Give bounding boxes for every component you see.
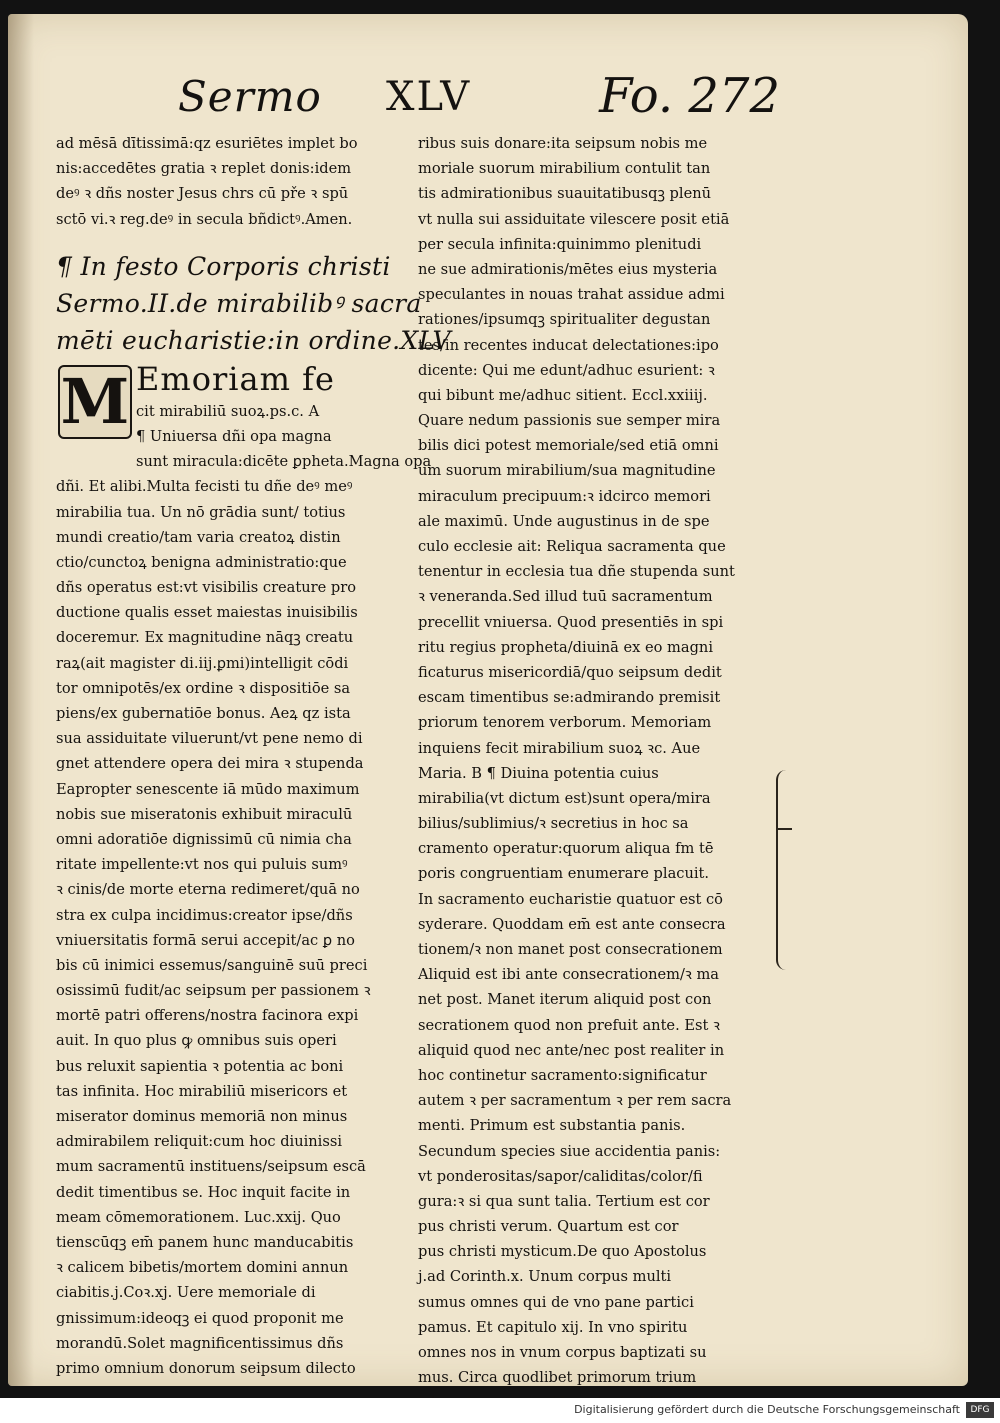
text-line: sua assiduitate viluerunt/vt pene nemo di [56, 730, 363, 748]
left-column-top-lines [56, 131, 408, 232]
text-line: tor omnipotēs/ex ordine ꝛ dispositiōe sa [56, 679, 351, 697]
text-line: escam timentibus se:admirando premisit [418, 689, 721, 707]
margin-tick-annotation [778, 828, 792, 830]
text-line: mortē patri offerens/nostra facinora expi [56, 1007, 359, 1025]
text-line: miserator dominus memoriā non minus [56, 1108, 348, 1125]
text-line: mirabilia(vt dictum est)sunt opera/mira [418, 789, 711, 807]
initial-text-line: cit mirabiliū suoꝝ.ps.c. A [136, 402, 320, 420]
text-line: ꝛ cinis/de morte eterna redimeret/quā no [56, 881, 360, 899]
text-line: gura:ꝛ si qua sunt talia. Tertium est cor [418, 1192, 710, 1210]
text-line: tis admirationibus suauitatibusqꝫ plenū [418, 185, 712, 203]
text-line: mum sacramentū instituens/seipsum escā [56, 1158, 366, 1176]
text-line: In sacramento eucharistie quatuor est cō [418, 890, 723, 908]
text-line: raꝝ(ait magister di.iij.ꝑmi)intelligit cōdi [56, 654, 349, 672]
dfg-logo: DFG [966, 1402, 994, 1418]
text-line: menti. Primum est substantia panis. [418, 1117, 686, 1135]
text-line: qui bibunt me/adhuc sitient. Eccl.xxiiij. [418, 386, 708, 404]
text-line: autem ꝛ per sacramentum ꝛ per rem sacra [418, 1092, 732, 1110]
text-line: speculantes in nouas trahat assidue admi [418, 286, 725, 304]
text-line: gnissimum:ideoqꝫ ei quod proponit me [56, 1309, 344, 1327]
text-line: hoc continetur sacramento:significatur [418, 1066, 707, 1084]
text-line: mus. Circa quodlibet primorum trium [418, 1369, 697, 1387]
text-line: Eapropter senescente iā mūdo maximum [56, 780, 360, 798]
text-line: ꝛ calicem bibetis/mortem domini annun [56, 1259, 349, 1277]
text-line: omni adoratiōe dignissimū cū nimia cha [56, 830, 352, 848]
text-line: bis cū inimici essemus/sanguinē suū preci [56, 956, 368, 974]
text-line: bus reluxit sapientia ꝛ potentia ac boni [56, 1057, 344, 1075]
right-column [418, 131, 773, 1416]
text-line: j.ad Corinth.x. Unum corpus multi [418, 1268, 672, 1286]
heading-line: mēti eucharistie:in ordine.XLV [56, 325, 451, 355]
text-line: ficaturus misericordiā/quo seipsum dedit [418, 663, 722, 681]
text-line: miraculum precipuum:ꝛ idcirco memori [418, 487, 711, 505]
gutter-shadow [8, 14, 34, 1386]
text-line: bilis dici potest memoriale/sed etiā omni [418, 437, 719, 455]
text-line: nis:accedētes gratia ꝛ replet donis:idem [56, 160, 352, 178]
text-line: auit. In quo plus ꝙ omnibus suis operi [56, 1032, 337, 1050]
text-line: moriale suorum mirabilium contulit tan [418, 160, 711, 178]
text-line: priorum tenorem verborum. Memoriam [418, 714, 712, 732]
text-line: mirabilia tua. Un nō grādia sunt/ totius [56, 503, 346, 521]
text-line: cramento operatur:quorum aliqua fm tē [418, 840, 714, 858]
text-line: tas infinita. Hoc mirabiliū misericors et [56, 1082, 348, 1100]
text-line: bilius/sublimius/ꝛ secretius in hoc sa [418, 815, 689, 833]
text-line: primo omnium donorum seipsum dilecto [56, 1359, 356, 1377]
text-line: ad mēsā dītissimā:qz esuriētes implet bo [56, 135, 358, 152]
text-line: poris congruentiam enumerare placuit. [418, 865, 710, 883]
text-line: dedit timentibus se. Hoc inquit facite in [56, 1183, 351, 1201]
text-line: morandū.Solet magnificentissimus dñs [56, 1334, 344, 1352]
text-line: tionem/ꝛ non manet post consecrationem [418, 941, 723, 958]
text-line: osissimū fudit/ac seipsum per passionem ꝛ [56, 982, 371, 1000]
text-line: doceremur. Ex magnitudine nāqꝫ creatu [56, 629, 354, 647]
text-line: ritate impellente:vt nos qui puluis sumꝰ [56, 856, 348, 874]
text-line: precellit vniuersa. Quod presentiēs in spi [418, 613, 724, 631]
text-line: ciabitis.j.Coꝛ.xj. Uere memoriale di [56, 1284, 316, 1302]
text-line: tenentur in ecclesia tua dñe stupenda sunt [418, 563, 735, 581]
text-line: omnes nos in vnum corpus baptizati su [418, 1344, 707, 1361]
text-line: dicente: Qui me edunt/adhuc esurient: ꝛ [418, 361, 715, 379]
left-column-body [56, 474, 408, 1381]
text-line: ctio/cunctoꝝ benigna administratio:que [56, 553, 347, 571]
initial-block [56, 359, 432, 475]
text-line: um suorum mirabilium/sua magnitudine [418, 462, 716, 480]
footer-credit: Digitalisierung gefördert durch die Deutsche Forschungsgemeinschaft [574, 1403, 960, 1416]
text-line: aliquid quod nec ante/nec post realiter in [418, 1041, 725, 1059]
text-line: pus christi verum. Quartum est cor [418, 1218, 679, 1236]
text-line: sctō vi.ꝛ reg.deꝰ in secula bñdictꝰ.Amen. [56, 210, 353, 228]
text-line: dñi. Et alibi.Multa fecisti tu dñe deꝰ meꝰ [56, 478, 353, 496]
text-line: net post. Manet iterum aliquid post con [418, 991, 712, 1009]
text-line: secrationem quod non prefuit ante. Est ꝛ [418, 1016, 720, 1034]
initial-text-line: Emoriam fe [136, 359, 335, 398]
heading-line: ¶ In festo Corporis christi [56, 251, 391, 281]
decorated-initial: M [58, 365, 132, 439]
text-line: vt ponderositas/sapor/caliditas/color/fi [418, 1167, 703, 1185]
section-gap [56, 232, 408, 248]
text-line: per secula infinita:quinimmo plenitudi [418, 235, 702, 253]
text-line: Secundum species siue accidentia panis: [418, 1142, 721, 1160]
text-line: pamus. Et capitulo xij. In vno spiritu [418, 1318, 688, 1336]
running-head-sermon-number: XLV [386, 74, 472, 120]
text-line: Maria. B ¶ Diuina potentia cuius [418, 764, 659, 782]
margin-bracket-annotation [776, 770, 792, 970]
folio-number: Fo. 272 [599, 68, 780, 124]
text-line: ductione qualis esset maiestas inuisibilis [56, 604, 358, 622]
text-line: tienscūqꝫ em̄ panem hunc manducabitis [56, 1233, 354, 1251]
text-line: gnet attendere opera dei mira ꝛ stupenda [56, 755, 364, 773]
initial-text-line: ¶ Uniuersa dñi opa magna [136, 427, 332, 445]
digitization-footer [0, 1398, 1000, 1423]
text-line: ale maximū. Unde augustinus in de spe [418, 512, 710, 530]
text-line: ꝛ veneranda.Sed illud tuū sacramentum [418, 588, 713, 606]
running-head-title: Sermo [178, 72, 322, 121]
text-line: sumus omnes qui de vno pane partici [418, 1293, 694, 1311]
text-line: ritu regius propheta/diuinā ex eo magni [418, 638, 713, 656]
text-line: mundi creatio/tam varia creatoꝝ distin [56, 528, 341, 546]
text-line: stra ex culpa incidimus:creator ipse/dñs [56, 906, 353, 924]
left-column [56, 131, 451, 1381]
text-line: Aliquid est ibi ante consecrationem/ꝛ ma [418, 966, 719, 984]
text-line: inquiens fecit mirabilium suoꝝ ꝛc. Aue [418, 739, 701, 757]
text-line: dñs operatus est:vt visibilis creature pro [56, 579, 357, 597]
text-line: ne sue admirationis/mētes eius mysteria [418, 260, 718, 278]
text-line: admirabilem reliquit:cum hoc diuinissi [56, 1133, 342, 1151]
text-line: nobis sue miseratonis exhibuit miraculū [56, 805, 353, 823]
right-column-body [418, 131, 773, 1416]
text-line: vniuersitatis formā serui accepit/ac ꝑ no [56, 931, 355, 949]
text-line: Quare nedum passionis sue semper mira [418, 412, 721, 430]
text-line: piens/ex gubernatiōe bonus. Aeꝝ qz ista [56, 705, 351, 722]
heading-line: Sermo.II.de mirabilibꝰ sacra [56, 288, 422, 318]
text-line: vt nulla sui assiduitate vilescere posit etiā [418, 210, 730, 228]
text-line: meam cōmemorationem. Luc.xxij. Quo [56, 1208, 341, 1226]
text-line: syderare. Quoddam em̄ est ante consecra [418, 915, 726, 933]
text-line: deꝰ ꝛ dñs noster Jesus chrs cū pře ꝛ spū [56, 185, 349, 203]
initial-text-line: sunt miracula:dicēte ꝑpheta.Magna opa [136, 453, 432, 471]
text-line: tes/in recentes inducat delectationes:ipo [418, 336, 719, 354]
text-line: rationes/ipsumqꝫ spiritualiter degustan [418, 311, 711, 329]
running-head [178, 68, 780, 130]
text-line: culo ecclesie ait: Reliqua sacramenta que [418, 538, 726, 555]
sermon-heading [56, 248, 451, 359]
text-line: ribus suis donare:ita seipsum nobis me [418, 135, 708, 152]
text-line: pus christi mysticum.De quo Apostolus [418, 1243, 707, 1261]
